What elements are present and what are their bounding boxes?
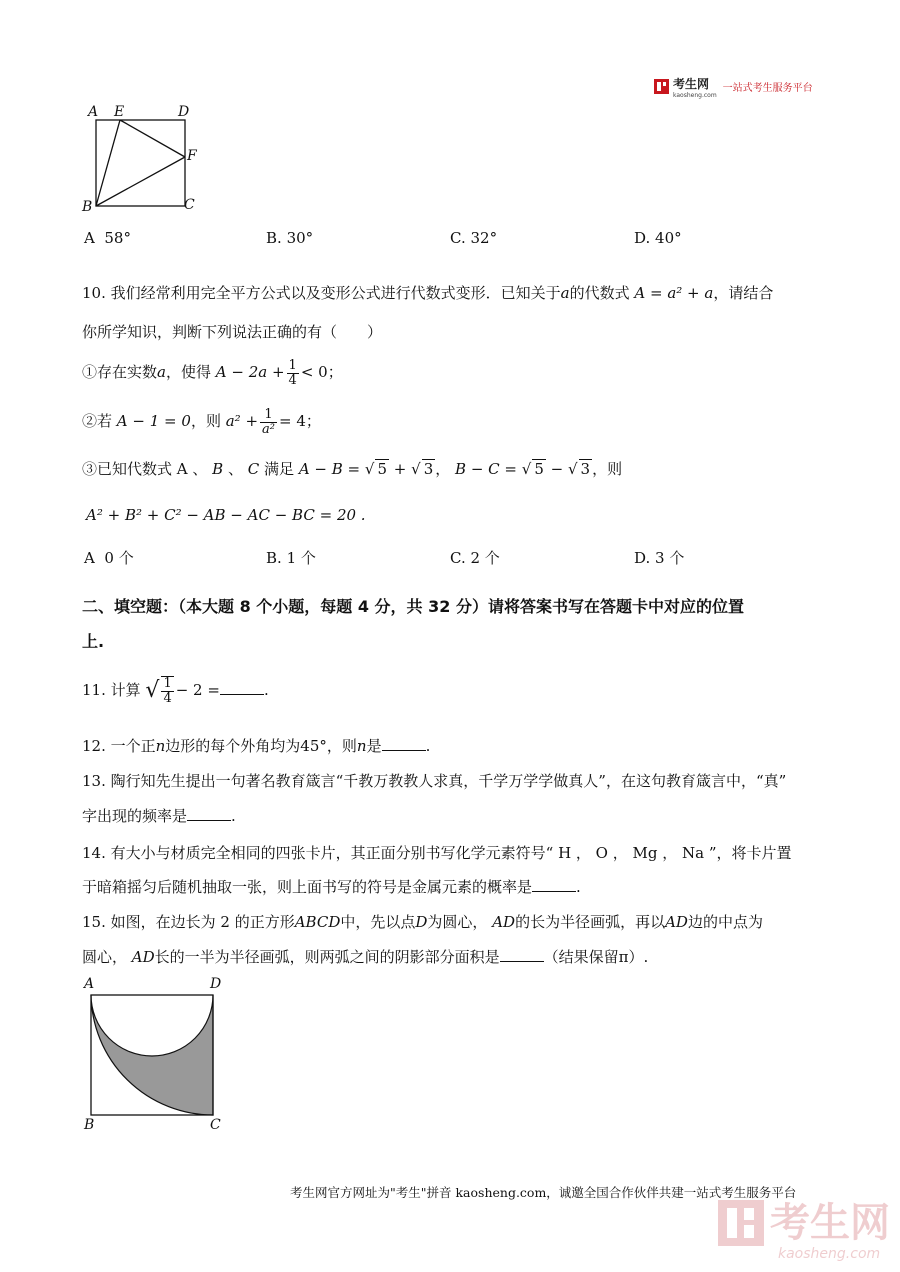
- q10-item3-sqrt5b: 5: [534, 460, 544, 478]
- q9-option-b-text: 30°: [286, 229, 314, 247]
- logo-icon: [654, 79, 669, 94]
- q14-line2-prefix: 于暗箱摇匀后随机抽取一张，则上面书写的符号是金属元素的概率是: [82, 878, 533, 896]
- q9-option-b: [266, 229, 313, 247]
- q12: [82, 735, 430, 756]
- q10-item3-sqrt3b: 3: [580, 460, 591, 478]
- q9-option-b-letter: B.: [266, 229, 282, 247]
- q9-option-a: [84, 229, 131, 247]
- q11-radical: √: [145, 678, 160, 703]
- fig15-label-c: C: [210, 1117, 221, 1133]
- fig9-label-a: A: [88, 104, 99, 120]
- q12-answer-blank[interactable]: [382, 738, 426, 751]
- q13-answer-blank[interactable]: [187, 808, 231, 821]
- q10-item3-plus: +: [393, 460, 407, 478]
- q15-point-d: D: [415, 913, 428, 931]
- q14-end: .: [576, 878, 581, 896]
- q13-line2-prefix: 字出现的频率是: [82, 807, 188, 825]
- q10-item2-mid: ，则: [190, 412, 221, 430]
- q10-line1-mid: 的代数式: [569, 284, 630, 302]
- q10-item1: [82, 354, 343, 390]
- q12-tail: 是: [366, 737, 382, 755]
- q10-option-d: [634, 547, 684, 568]
- fig9-line-ef: [120, 120, 185, 157]
- q15-ad-3: AD: [131, 948, 155, 966]
- q13-line2: [82, 805, 236, 826]
- q15-line1: [82, 911, 763, 932]
- q10-final-formula: A² + B² + C² − AB − AC − BC = 20 .: [86, 506, 366, 524]
- q10-item1-expr: A − 2a +: [215, 363, 285, 381]
- q10-item3-sqrt5a: 5: [377, 460, 387, 478]
- q10-option-d-letter: D.: [634, 549, 651, 567]
- logo-text: [673, 73, 717, 99]
- q15-ad-2: AD: [665, 913, 688, 931]
- q10-line2: 你所学知识，判断下列说法正确的有（ ）: [82, 323, 383, 341]
- q10-item1-tail: < 0；: [300, 363, 343, 381]
- q10-line1-suffix: ，请结合: [713, 284, 774, 302]
- q13-line1: 13. 陶行知先生提出一句著名教育箴言“千教万教教人求真，千学万学学做真人”，在这句教育箴言中，“真”: [82, 772, 787, 790]
- q10-option-a: [84, 547, 134, 568]
- q10-option-c-letter: C.: [450, 549, 466, 567]
- q10-line1-prefix: 10. 我们经常利用完全平方公式以及变形公式进行代数式变形．已知关于: [82, 284, 561, 302]
- watermark-text: 考生网: [770, 1200, 890, 1246]
- q12-var: n: [155, 737, 166, 755]
- fig9-label-d: D: [178, 104, 190, 120]
- q10-item2: [82, 403, 321, 439]
- q10-formula: A = a² + a: [634, 284, 714, 302]
- logo-domain: kaosheng.com: [673, 92, 717, 99]
- q10-item2-tail: = 4；: [279, 412, 321, 430]
- q10-item3-minus: −: [550, 460, 564, 478]
- q12-mid: 边形的每个外角均为45°，则: [165, 737, 357, 755]
- q15-line2-tail: （结果保留π）.: [543, 948, 649, 966]
- q9-option-c: [450, 229, 497, 247]
- q10-item2-frac-num: 1: [260, 408, 277, 423]
- q10-item3-b: B: [212, 460, 224, 478]
- fig9-line-bf: [96, 157, 185, 206]
- q15-answer-blank[interactable]: [500, 949, 544, 962]
- q9-option-a-text: 58°: [104, 229, 131, 247]
- figure-q15: [80, 985, 230, 1125]
- fig15-label-b: B: [84, 1117, 95, 1133]
- q15-line1-mid: 中，先以点: [340, 913, 416, 931]
- q10-item3-sep: 、: [227, 460, 243, 478]
- q10-item3-c: C: [247, 460, 260, 478]
- q10-option-b-letter: B.: [266, 549, 282, 567]
- q10-item3: ③已知代数式 A 、 B 、 C 满足 A − B = √ 5 + √ 3 ， B − C = √ 5 − √ 3 ，则: [82, 460, 623, 478]
- q9-option-d-letter: D.: [634, 229, 651, 247]
- q9-option-c-text: 32°: [470, 229, 498, 247]
- q11: [82, 670, 269, 711]
- q10-item2-cond: A − 1 = 0: [116, 412, 191, 430]
- q10-option-a-letter: A: [84, 549, 95, 567]
- fig9-label-f: F: [187, 148, 197, 164]
- q11-frac-num: 1: [163, 676, 172, 692]
- fig9-label-c: C: [184, 197, 195, 213]
- q15-line2-mid: 长的一半为半径画弧，则两弧之间的阴影部分面积是: [154, 948, 500, 966]
- q15-line1-mid2: 为圆心，: [427, 913, 488, 931]
- q10-item2-frac-den: a²: [262, 421, 275, 437]
- q11-tail: − 2 =: [175, 681, 220, 699]
- section2-heading-line2: 上.: [82, 632, 105, 651]
- q10-item1-frac-den: 4: [288, 372, 297, 388]
- q15-line2-prefix: 圆心，: [82, 948, 128, 966]
- q10-option-d-text: 3 个: [655, 549, 685, 567]
- watermark: [718, 1200, 890, 1262]
- q14-answer-blank[interactable]: [532, 879, 576, 892]
- q15-line2: [82, 946, 648, 967]
- q10-item3-prefix: ③已知代数式 A 、: [82, 460, 208, 478]
- q10-item3-mid: 满足: [264, 460, 295, 478]
- fig9-label-b: B: [82, 199, 93, 215]
- q11-prefix: 11. 计算: [82, 681, 141, 699]
- q12-var2: n: [356, 737, 367, 755]
- q12-end: .: [425, 737, 431, 755]
- logo-slogan: 一站式考生服务平台: [722, 82, 813, 94]
- q10-item3-eq2: B − C =: [455, 460, 517, 478]
- q10-item3-sqrt3a: 3: [423, 460, 434, 478]
- q10-var-a: a: [560, 284, 570, 302]
- q13-end: .: [231, 807, 236, 825]
- q10-option-b: [266, 547, 316, 568]
- q10-option-c-text: 2 个: [470, 549, 500, 567]
- header-logo: [654, 73, 813, 99]
- q15-ad-1: AD: [492, 913, 516, 931]
- fig15-label-a: A: [84, 976, 95, 992]
- q12-prefix: 12. 一个正: [82, 737, 156, 755]
- q9-option-d: [634, 229, 682, 247]
- q10-item1-frac: [287, 359, 299, 387]
- q10-item1-frac-num: 1: [288, 357, 297, 373]
- q10-line1: [82, 282, 773, 303]
- fig15-label-d: D: [210, 976, 222, 992]
- q10-item3-eq1: A − B =: [298, 460, 361, 478]
- q10-item1-mid: ，使得: [165, 363, 211, 381]
- q10-item1-prefix: ①存在实数: [82, 363, 158, 381]
- q10-item1-var: a: [157, 363, 166, 381]
- q11-end: .: [263, 681, 269, 699]
- watermark-domain: kaosheng.com: [778, 1246, 881, 1262]
- watermark-logo-icon: [718, 1200, 764, 1246]
- q10-option-b-text: 1 个: [286, 549, 316, 567]
- fig9-label-e: E: [114, 104, 125, 120]
- q10-option-c: [450, 547, 500, 568]
- q15-line1-mid3: 的长为半径画弧，再以: [515, 913, 666, 931]
- q14-line1: 14. 有大小与材质完全相同的四张卡片，其正面分别书写化学元素符号“ H ， O ， Mg ， Na ”，将卡片置: [82, 844, 792, 862]
- q11-frac-den: 4: [163, 691, 172, 706]
- q15-line1-tail: 边的中点为: [687, 913, 763, 931]
- fig9-square: [96, 120, 185, 206]
- q9-option-a-letter: A: [84, 229, 95, 247]
- section2-heading-line1: 二、填空题：（本大题 8 个小题，每题 4 分，共 32 分）请将答案书写在答题卡中对应的位置: [82, 597, 744, 616]
- q10-item3-comma: ，: [435, 460, 451, 478]
- q9-option-c-letter: C.: [450, 229, 466, 247]
- logo-name: 考生网: [673, 77, 710, 91]
- q10-item2-prefix: ②若: [82, 412, 113, 430]
- fig9-line-be: [96, 120, 120, 206]
- q15-line1-prefix: 15. 如图，在边长为 2 的正方形: [82, 913, 295, 931]
- q15-square-name: ABCD: [294, 913, 341, 931]
- q10-item2-frac: [260, 408, 277, 436]
- q10-option-a-text: 0 个: [104, 549, 134, 567]
- q10-item2-expr: a² +: [225, 412, 259, 430]
- q9-option-d-text: 40°: [655, 229, 682, 247]
- q14-line2: [82, 876, 581, 897]
- q10-item3-tail: ，则: [592, 460, 623, 478]
- q11-answer-blank[interactable]: [220, 682, 264, 695]
- q11-frac: [161, 676, 173, 705]
- footer-text: 考生网官方网址为"考生"拼音 kaosheng.com，诚邀全国合作伙伴共建一站式考生服务平台: [290, 1185, 797, 1200]
